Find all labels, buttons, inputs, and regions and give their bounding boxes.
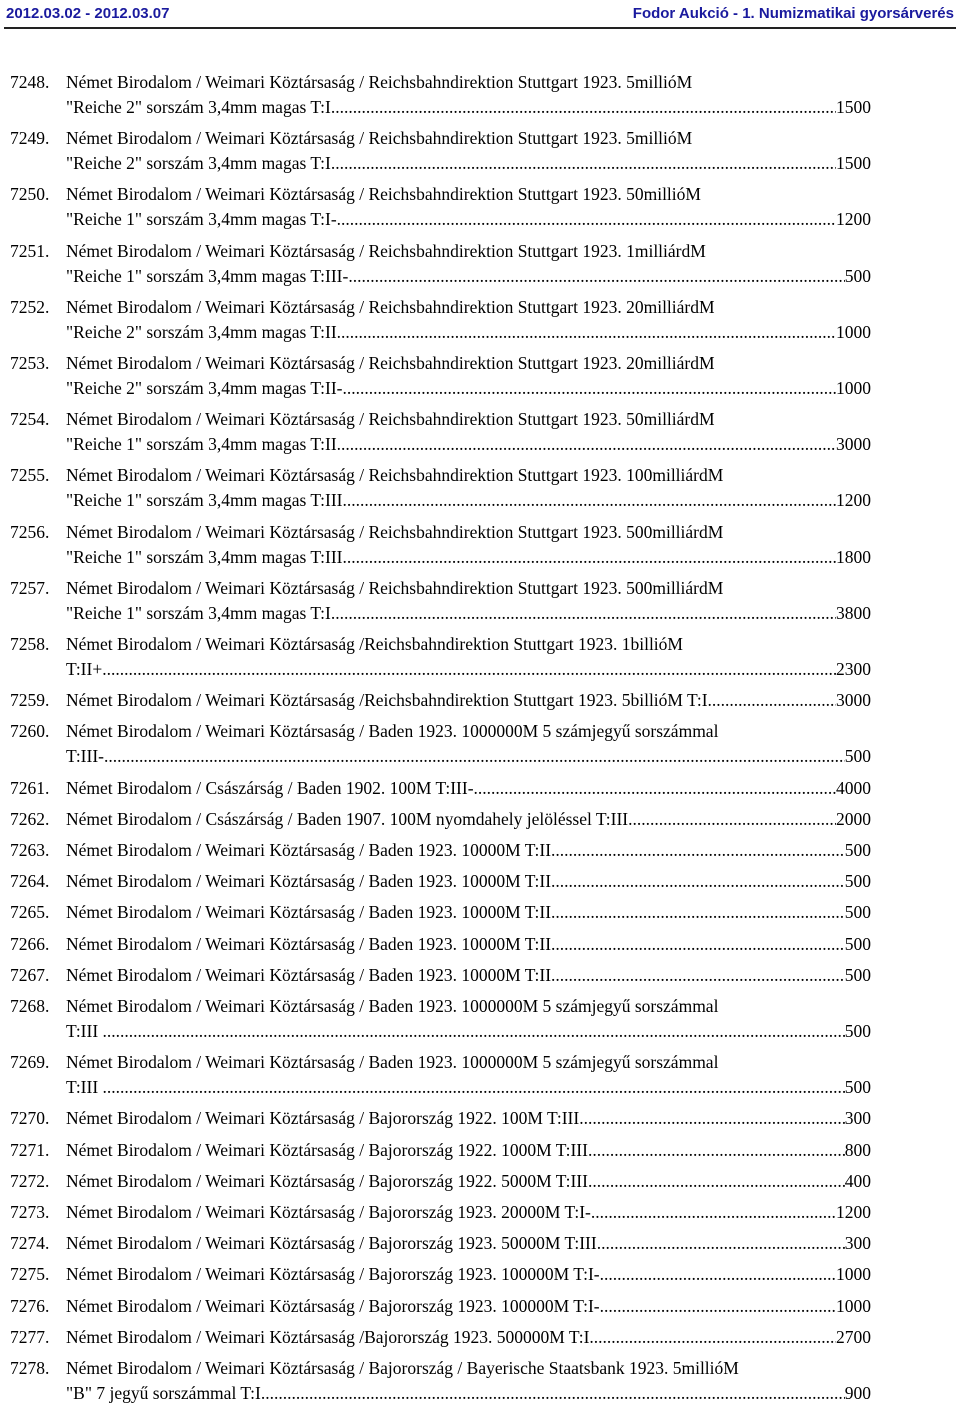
dot-leader xyxy=(551,900,845,925)
dot-leader xyxy=(474,776,836,801)
dot-leader xyxy=(343,545,837,570)
dot-leader xyxy=(600,1262,836,1287)
lot-entry xyxy=(0,1200,960,1225)
lot-line xyxy=(66,1138,871,1163)
lot-entry xyxy=(0,351,960,401)
lot-number: 7276. xyxy=(10,1295,50,1316)
lot-line xyxy=(66,807,871,832)
starting-price: 3000 xyxy=(836,690,871,711)
lot-description: Német Birodalom / Weimari Köztársaság / Reichsbahndirektion Stuttgart 1923. 50milliárdM xyxy=(66,409,715,430)
auction-title: Fodor Aukció - 1. Numizmatikai gyorsárverés xyxy=(632,5,954,22)
lot-number: 7271. xyxy=(10,1139,50,1160)
dot-leader xyxy=(331,601,836,626)
lot-entry xyxy=(0,719,960,769)
dot-leader xyxy=(348,264,844,289)
lot-entry xyxy=(0,963,960,988)
lot-line xyxy=(66,688,871,713)
lot-grade-text: Német Birodalom / Weimari Köztársaság / Baden 1923. 10000M T:II xyxy=(66,840,552,860)
header-divider xyxy=(4,27,956,29)
lot-number: 7258. xyxy=(10,634,50,654)
lot-entry xyxy=(0,900,960,925)
lot-grade-text: Német Birodalom / Weimari Köztársaság / Bajorország 1923. 100000M T:I- xyxy=(66,1295,600,1316)
lot-number: 7272. xyxy=(10,1170,50,1191)
lot-grade-text: Német Birodalom / Weimari Köztársaság /Bajorország 1923. 500000M T:I xyxy=(66,1326,590,1347)
dot-leader xyxy=(588,1169,845,1194)
lot-grade-text: Német Birodalom / Császárság / Baden 1907. 100M nyomdahely jelöléssel T:III xyxy=(66,808,629,829)
lot-number: 7259. xyxy=(10,690,50,711)
starting-price: 500 xyxy=(844,871,871,892)
lot-entry xyxy=(0,807,960,832)
lot-line xyxy=(66,1262,871,1287)
dot-leader xyxy=(597,1231,845,1256)
lot-line xyxy=(66,1019,871,1044)
starting-price: 1000 xyxy=(836,1295,871,1316)
lot-line xyxy=(66,545,871,570)
starting-price: 1500 xyxy=(836,153,871,174)
date-range: 2012.03.02 - 2012.03.07 xyxy=(6,5,170,22)
dot-leader xyxy=(551,869,845,894)
starting-price: 500 xyxy=(844,265,871,286)
lot-grade-text: Német Birodalom / Weimari Köztársaság / Baden 1923. 10000M T:II xyxy=(66,902,552,923)
starting-price: 300 xyxy=(844,1233,871,1254)
lot-line xyxy=(66,95,871,120)
lot-line xyxy=(66,744,871,769)
lot-entry xyxy=(0,838,960,863)
lot-entry xyxy=(0,407,960,457)
lot-number: 7252. xyxy=(10,296,50,317)
starting-price: 2000 xyxy=(836,808,871,829)
lot-line xyxy=(66,1381,871,1406)
dot-leader xyxy=(551,838,845,863)
lot-line xyxy=(66,1325,871,1350)
lot-description: Német Birodalom / Weimari Köztársaság / Reichsbahndirektion Stuttgart 1923. 20milliárdM xyxy=(66,353,715,373)
lot-entry xyxy=(0,520,960,570)
lot-grade-text: Német Birodalom / Weimari Köztársaság / Bajorország 1923. 50000M T:III xyxy=(66,1233,597,1254)
lot-grade-text: "Reiche 1" sorszám 3,4mm magas T:II xyxy=(66,434,337,455)
lot-number: 7277. xyxy=(10,1326,50,1347)
lot-line xyxy=(66,320,871,345)
lot-grade-text: "Reiche 2" sorszám 3,4mm magas T:I xyxy=(66,153,331,174)
dot-leader xyxy=(551,963,845,988)
lot-line xyxy=(66,776,871,801)
lot-entry xyxy=(0,463,960,513)
starting-price: 500 xyxy=(844,840,871,860)
lot-description: Német Birodalom / Weimari Köztársaság / Reichsbahndirektion Stuttgart 1923. 50millióM xyxy=(66,184,701,205)
starting-price: 1000 xyxy=(836,1264,871,1285)
lot-line xyxy=(66,264,871,289)
lot-line xyxy=(66,151,871,176)
lot-number: 7257. xyxy=(10,577,50,598)
lot-grade-text: T:III . xyxy=(66,1021,107,1041)
lot-line xyxy=(66,1200,871,1225)
lot-description: Német Birodalom / Weimari Köztársaság / Reichsbahndirektion Stuttgart 1923. 100milliárdM xyxy=(66,465,724,486)
lot-grade-text: T:II+... xyxy=(66,659,116,679)
lot-grade-text: "Reiche 1" sorszám 3,4mm magas T:I xyxy=(66,602,331,623)
lot-grade-text: Német Birodalom / Weimari Köztársaság /Reichsbahndirektion Stuttgart 1923. 5billióM T:I xyxy=(66,690,708,711)
lot-entry xyxy=(0,632,960,682)
dot-leader xyxy=(337,320,836,345)
lot-entry xyxy=(0,1356,960,1406)
lot-entry xyxy=(0,1294,960,1319)
lot-number: 7250. xyxy=(10,184,50,205)
lot-line xyxy=(66,963,871,988)
starting-price: 1200 xyxy=(836,490,871,511)
dot-leader xyxy=(337,432,836,457)
lot-number: 7260. xyxy=(10,721,50,742)
lot-line xyxy=(66,1169,871,1194)
lot-line xyxy=(66,1075,871,1100)
lot-line xyxy=(66,207,871,232)
starting-price: 1000 xyxy=(836,321,871,342)
dot-leader xyxy=(107,1019,845,1044)
lot-line xyxy=(66,1294,871,1319)
lot-number: 7278. xyxy=(10,1358,50,1378)
lot-description: Német Birodalom / Weimari Köztársaság / Reichsbahndirektion Stuttgart 1923. 5millióM xyxy=(66,128,693,149)
lot-grade-text: "Reiche 2" sorszám 3,4mm magas T:II- xyxy=(66,378,343,398)
lot-entry xyxy=(0,1231,960,1256)
lot-grade-text: "Reiche 1" sorszám 3,4mm magas T:III- xyxy=(66,265,349,286)
lot-entry xyxy=(0,1325,960,1350)
dot-leader xyxy=(115,657,836,682)
dot-leader xyxy=(579,1106,845,1131)
lot-number: 7249. xyxy=(10,128,50,149)
lot-number: 7269. xyxy=(10,1052,50,1073)
lot-number: 7263. xyxy=(10,840,50,860)
lot-entry xyxy=(0,1138,960,1163)
lot-number: 7268. xyxy=(10,996,50,1016)
lot-line xyxy=(66,932,871,957)
starting-price: 500 xyxy=(844,964,871,985)
lot-grade-text: Német Birodalom / Weimari Köztársaság / Bajorország 1923. 20000M T:I- xyxy=(66,1202,591,1222)
starting-price: 1200 xyxy=(836,209,871,230)
lot-number: 7267. xyxy=(10,964,50,985)
lot-entry xyxy=(0,869,960,894)
starting-price: 2700 xyxy=(836,1326,871,1347)
dot-leader xyxy=(337,207,836,232)
starting-price: 3800 xyxy=(836,602,871,623)
lot-entry xyxy=(0,70,960,120)
lot-entry xyxy=(0,126,960,176)
dot-leader xyxy=(331,151,836,176)
lot-entry xyxy=(0,688,960,713)
dot-leader xyxy=(331,95,836,120)
starting-price: 900 xyxy=(844,1383,871,1403)
dot-leader xyxy=(104,744,845,769)
lot-entry xyxy=(0,239,960,289)
lot-grade-text: "Reiche 2" sorszám 3,4mm magas T:I xyxy=(66,97,331,117)
lot-line xyxy=(66,432,871,457)
lot-description: Német Birodalom / Weimari Köztársaság /Reichsbahndirektion Stuttgart 1923. 1billióM xyxy=(66,634,683,654)
lot-grade-text: T:III- xyxy=(66,746,104,767)
lot-grade-text: Német Birodalom / Weimari Köztársaság / Bajorország 1922. 1000M T:III xyxy=(66,1139,588,1160)
lot-number: 7253. xyxy=(10,353,50,373)
lot-grade-text: "Reiche 1" sorszám 3,4mm magas T:III xyxy=(66,490,343,511)
lot-description: Német Birodalom / Weimari Köztársaság / Reichsbahndirektion Stuttgart 1923. 500milliárdM xyxy=(66,577,724,598)
lot-description: Német Birodalom / Weimari Köztársaság / Baden 1923. 1000000M 5 számjegyű sorszámmal xyxy=(66,721,719,742)
lot-grade-text: Német Birodalom / Weimari Köztársaság / Bajorország 1922. 100M T:III xyxy=(66,1108,580,1129)
lot-number: 7270. xyxy=(10,1108,50,1129)
starting-price: 300 xyxy=(844,1108,871,1129)
lot-description: Német Birodalom / Weimari Köztársaság / Reichsbahndirektion Stuttgart 1923. 1milliárdM xyxy=(66,240,706,261)
lot-line xyxy=(66,657,871,682)
starting-price: 1200 xyxy=(836,1202,871,1222)
page-header xyxy=(0,0,960,32)
lot-number: 7275. xyxy=(10,1264,50,1285)
starting-price: 500 xyxy=(844,902,871,923)
lot-number: 7261. xyxy=(10,777,50,798)
dot-leader xyxy=(591,1200,836,1225)
lot-grade-text: "B" 7 jegyű sorszámmal T:I xyxy=(66,1383,261,1403)
dot-leader xyxy=(551,932,845,957)
lot-number: 7256. xyxy=(10,521,50,542)
lot-line xyxy=(66,601,871,626)
starting-price: 400 xyxy=(844,1170,871,1191)
lot-line xyxy=(66,488,871,513)
lot-description: Német Birodalom / Weimari Köztársaság / Reichsbahndirektion Stuttgart 1923. 500milliárdM xyxy=(66,521,724,542)
lot-number: 7274. xyxy=(10,1233,50,1254)
lot-grade-text: Német Birodalom / Weimari Köztársaság / Baden 1923. 10000M T:II xyxy=(66,871,552,892)
lot-entry xyxy=(0,1262,960,1287)
lot-number: 7266. xyxy=(10,933,50,954)
dot-leader xyxy=(261,1381,845,1406)
lot-number: 7265. xyxy=(10,902,50,923)
lot-number: 7262. xyxy=(10,808,50,829)
lot-entry xyxy=(0,182,960,232)
starting-price: 500 xyxy=(844,1021,871,1041)
lot-entry xyxy=(0,994,960,1044)
dot-leader xyxy=(588,1138,845,1163)
lot-entry xyxy=(0,1106,960,1131)
lot-line xyxy=(66,376,871,401)
lot-entry xyxy=(0,932,960,957)
lot-number: 7248. xyxy=(10,72,50,92)
lot-number: 7273. xyxy=(10,1202,50,1222)
dot-leader xyxy=(343,488,837,513)
lot-line xyxy=(66,869,871,894)
lot-grade-text: Német Birodalom / Weimari Köztársaság / Bajorország 1922. 5000M T:III xyxy=(66,1170,588,1191)
lot-description: Német Birodalom / Weimari Köztársaság / Baden 1923. 1000000M 5 számjegyű sorszámmal xyxy=(66,1052,719,1073)
lot-number: 7255. xyxy=(10,465,50,486)
starting-price: 800 xyxy=(844,1139,871,1160)
lot-grade-text: Német Birodalom / Weimari Köztársaság / Bajorország 1923. 100000M T:I- xyxy=(66,1264,600,1285)
starting-price: 1500 xyxy=(836,97,871,117)
lot-grade-text: Német Birodalom / Császárság / Baden 1902. 100M T:III- xyxy=(66,777,474,798)
starting-price: 2300 xyxy=(836,659,871,679)
lot-entry xyxy=(0,295,960,345)
starting-price: 1000 xyxy=(836,378,871,398)
starting-price: 500 xyxy=(844,746,871,767)
lot-description: Német Birodalom / Weimari Köztársaság / Reichsbahndirektion Stuttgart 1923. 5millióM xyxy=(66,72,693,92)
lot-entry xyxy=(0,1050,960,1100)
dot-leader xyxy=(107,1075,845,1100)
lot-entry xyxy=(0,576,960,626)
starting-price: 500 xyxy=(844,1077,871,1098)
lot-number: 7264. xyxy=(10,871,50,892)
starting-price: 3000 xyxy=(836,434,871,455)
starting-price: 500 xyxy=(844,933,871,954)
lot-line xyxy=(66,1106,871,1131)
starting-price: 4000 xyxy=(836,777,871,798)
lot-number: 7251. xyxy=(10,240,50,261)
lot-grade-text: Német Birodalom / Weimari Köztársaság / Baden 1923. 10000M T:II xyxy=(66,933,552,954)
dot-leader xyxy=(343,376,837,401)
lot-grade-text: Német Birodalom / Weimari Köztársaság / Baden 1923. 10000M T:II xyxy=(66,964,552,985)
dot-leader xyxy=(600,1294,836,1319)
dot-leader xyxy=(589,1325,836,1350)
lot-entry xyxy=(0,1169,960,1194)
lot-description: Német Birodalom / Weimari Köztársaság / Reichsbahndirektion Stuttgart 1923. 20milliárdM xyxy=(66,296,715,317)
lot-line xyxy=(66,1231,871,1256)
lot-grade-text: "Reiche 2" sorszám 3,4mm magas T:II xyxy=(66,321,337,342)
lot-number: 7254. xyxy=(10,409,50,430)
dot-leader xyxy=(628,807,836,832)
lot-line xyxy=(66,838,871,863)
starting-price: 1800 xyxy=(836,546,871,567)
lot-grade-text: T:III . xyxy=(66,1077,107,1098)
lot-description: Német Birodalom / Weimari Köztársaság / Baden 1923. 1000000M 5 számjegyű sorszámmal xyxy=(66,996,719,1016)
lot-grade-text: "Reiche 1" sorszám 3,4mm magas T:I- xyxy=(66,209,337,230)
lot-description: Német Birodalom / Weimari Köztársaság / Bajorország / Bayerische Staatsbank 1923. 5millióM xyxy=(66,1358,739,1378)
lot-line xyxy=(66,900,871,925)
lot-entry xyxy=(0,776,960,801)
lot-grade-text: "Reiche 1" sorszám 3,4mm magas T:III xyxy=(66,546,343,567)
dot-leader xyxy=(708,688,836,713)
